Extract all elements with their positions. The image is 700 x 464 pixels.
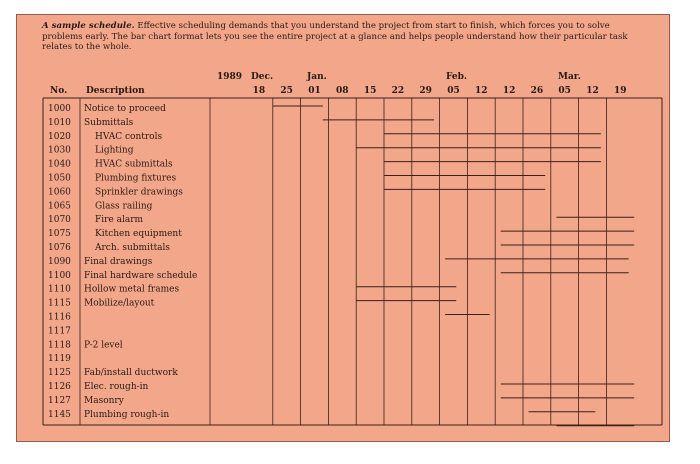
row-number: 1118 <box>48 340 71 351</box>
col-header-year: 1989 <box>217 72 243 82</box>
month-jan: Jan. <box>307 72 327 82</box>
month-dec: Dec. <box>251 72 274 82</box>
row-number: 1110 <box>48 284 71 295</box>
week-label: 01 <box>308 86 321 96</box>
row-description: Final drawings <box>84 256 153 267</box>
row-description: Sprinkler drawings <box>95 187 183 198</box>
week-label: 12 <box>475 86 488 96</box>
row-number: 1127 <box>48 395 71 406</box>
row-number: 1060 <box>48 187 71 198</box>
week-label: 26 <box>530 86 544 96</box>
week-label: 05 <box>558 86 571 96</box>
row-number: 1020 <box>48 131 71 142</box>
row-description: Masonry <box>84 395 124 406</box>
row-number: 1000 <box>48 104 71 114</box>
row-description: Hollow metal frames <box>84 284 180 295</box>
schedule-panel <box>16 14 670 442</box>
row-description: Kitchen equipment <box>95 229 182 240</box>
row-number: 1030 <box>48 145 71 156</box>
schedule-bars <box>273 106 634 426</box>
row-description: Mobilize/layout <box>84 298 155 309</box>
row-description: HVAC controls <box>95 131 163 142</box>
row-number: 1050 <box>48 173 71 184</box>
row-number: 1090 <box>48 256 71 267</box>
row-number: 1070 <box>48 215 71 226</box>
row-description: Final hardware schedule <box>84 270 198 281</box>
month-feb: Feb. <box>446 72 468 82</box>
row-description: Fire alarm <box>95 215 144 226</box>
month-mar: Mar. <box>558 72 581 82</box>
week-label: 08 <box>336 86 349 96</box>
row-description: Plumbing fixtures <box>95 173 177 184</box>
week-label: 19 <box>614 86 627 96</box>
row-description: Arch. submittals <box>95 243 171 253</box>
row-number: 1065 <box>48 201 71 212</box>
row-description: Notice to proceed <box>84 104 166 114</box>
week-label: 22 <box>391 86 405 96</box>
caption-text: Effective scheduling demands that you understand the project from start to finish, which forces you to solve problems early. The bar chart format lets you see the entire project at a glance and helps people understand how their particular task relates to the whole. <box>42 21 628 52</box>
week-labels <box>253 86 627 96</box>
col-header-description: Description <box>86 86 145 96</box>
week-label: 25 <box>280 86 293 96</box>
row-description: Plumbing rough-in <box>84 409 170 420</box>
row-number: 1126 <box>48 382 71 392</box>
row-number: 1117 <box>48 326 71 337</box>
schedule-grid <box>17 15 671 443</box>
col-header-no: No. <box>50 86 68 96</box>
row-number: 1119 <box>48 354 71 365</box>
row-number: 1125 <box>48 368 71 379</box>
row-number: 1040 <box>48 159 71 170</box>
row-number: 1076 <box>48 243 71 253</box>
week-label: 15 <box>363 86 377 96</box>
row-description: HVAC submittals <box>95 159 173 170</box>
row-number: 1075 <box>48 229 71 240</box>
week-label: 12 <box>586 86 599 96</box>
week-label: 18 <box>252 86 266 96</box>
row-number: 1115 <box>48 298 71 309</box>
row-description: Lighting <box>95 145 134 156</box>
row-number: 1010 <box>48 117 71 128</box>
row-labels <box>48 104 197 420</box>
row-number: 1100 <box>48 270 71 281</box>
row-description: Glass railing <box>95 201 153 212</box>
caption-title: A sample schedule. <box>42 21 135 31</box>
row-description: Elec. rough-in <box>84 382 149 392</box>
week-label: 29 <box>419 86 432 96</box>
week-label: 12 <box>502 86 516 96</box>
week-label: 05 <box>447 86 460 96</box>
row-description: Fab/install ductwork <box>84 368 178 379</box>
row-number: 1116 <box>48 312 71 323</box>
row-description: Submittals <box>84 117 134 128</box>
row-description: P-2 level <box>84 340 123 351</box>
row-number: 1145 <box>48 409 71 420</box>
